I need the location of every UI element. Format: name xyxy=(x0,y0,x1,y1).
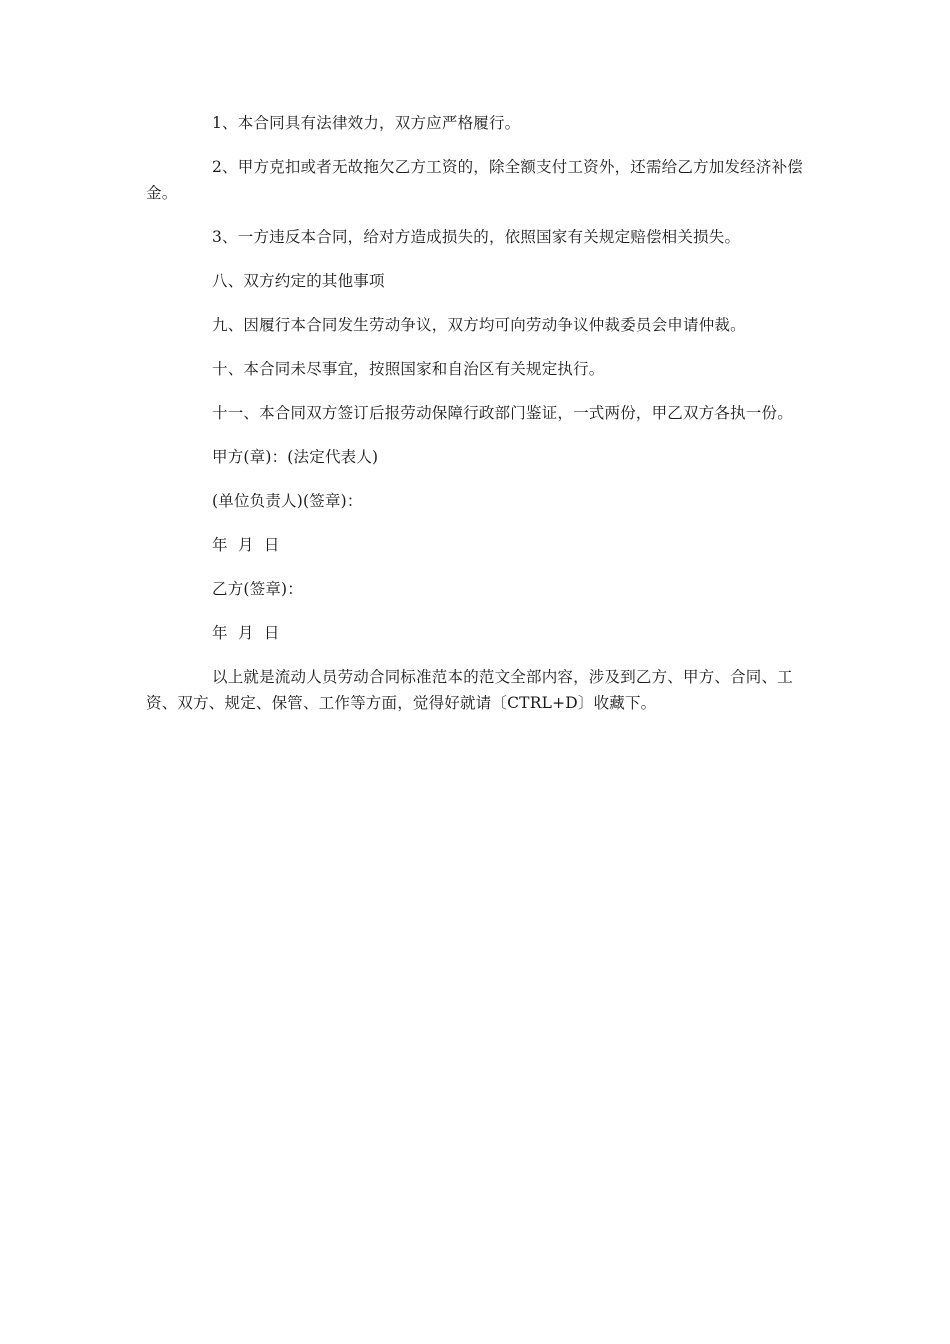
closing-summary-paragraph: 以上就是流动人员劳动合同标准范本的范文全部内容，涉及到乙方、甲方、合同、工资、双方、规定、保管、工作等方面，觉得好就请〔CTRL+D〕收藏下。 xyxy=(146,668,793,712)
section-10-paragraph: 十、本合同未尽事宜，按照国家和自治区有关规定执行。 xyxy=(212,360,605,378)
party-b-signature-line: 乙方(签章)： xyxy=(212,580,303,598)
section-11-paragraph: 十一、本合同双方签订后报劳动保障行政部门鉴证，一式两份，甲乙双方各执一份。 xyxy=(212,404,793,422)
clause-2-paragraph: 2、甲方克扣或者无故拖欠乙方工资的，除全额支付工资外，还需给乙方加发经济补偿金。 xyxy=(146,158,803,202)
section-8-heading: 八、双方约定的其他事项 xyxy=(212,272,385,290)
unit-leader-signature-line: (单位负责人)(签章)： xyxy=(212,492,363,510)
clause-3-paragraph: 3、一方违反本合同，给对方造成损失的，依照国家有关规定赔偿相关损失。 xyxy=(212,228,741,246)
party-b-date-line: 年 月 日 xyxy=(212,624,280,642)
document-body xyxy=(146,110,810,734)
section-9-paragraph: 九、因履行本合同发生劳动争议，双方均可向劳动争议仲裁委员会申请仲裁。 xyxy=(212,316,746,334)
party-a-seal-line: 甲方(章)：(法定代表人) xyxy=(212,448,379,466)
party-a-date-line: 年 月 日 xyxy=(212,536,280,554)
clause-1-paragraph: 1、本合同具有法律效力，双方应严格履行。 xyxy=(212,114,521,132)
